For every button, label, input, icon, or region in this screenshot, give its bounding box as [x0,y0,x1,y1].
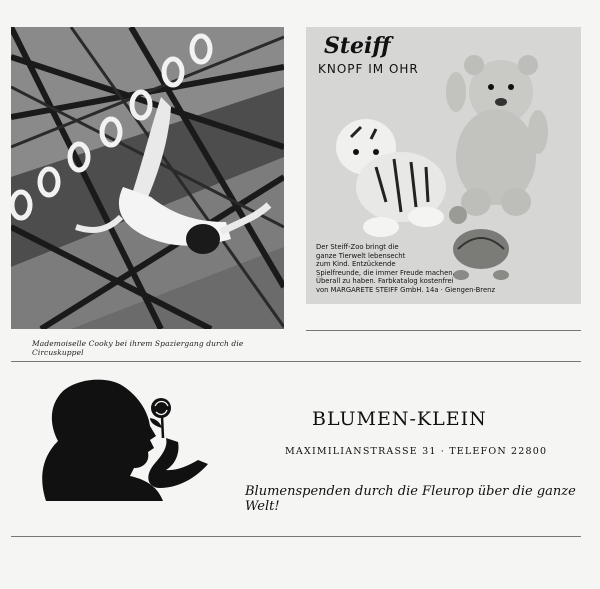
steiff-body-text [316,243,496,295]
steiff-logo: Steiff [324,33,391,59]
blumen-slogan: Blumenspenden durch die Fleurop über die ganze Welt! [245,484,576,514]
photo-caption: Mademoiselle Cooky bei ihrem Spaziergang durch die Circuskuppel [32,339,244,357]
steiff-advertisement [306,27,581,304]
steiff-body-line: Überall zu haben. Farbkatalog kostenfrei [316,277,454,286]
steiff-body-line: zum Kind. Entzückende [316,260,396,269]
divider-rule [306,330,581,331]
steiff-body-line: ganze Tierwelt lebensecht [316,251,406,260]
blumen-title: BLUMEN-KLEIN [312,408,487,430]
blumen-address: MAXIMILIANSTRASSE 31 · TELEFON 22800 [285,446,548,457]
woman-smelling-flower-silhouette [38,376,214,504]
circus-photo [11,27,284,329]
steiff-tagline: KNOPF IM OHR [318,62,419,76]
divider-rule [11,361,581,362]
divider-rule [11,536,581,537]
steiff-body-line: Der Steiff-Zoo bringt die [316,243,399,251]
steiff-body-line: von MARGARETE STEIFF GmbH. 14a · Giengen-Brenz [316,285,496,294]
steiff-body-line: Spielfreunde, die immer Freude machen. [316,268,455,277]
